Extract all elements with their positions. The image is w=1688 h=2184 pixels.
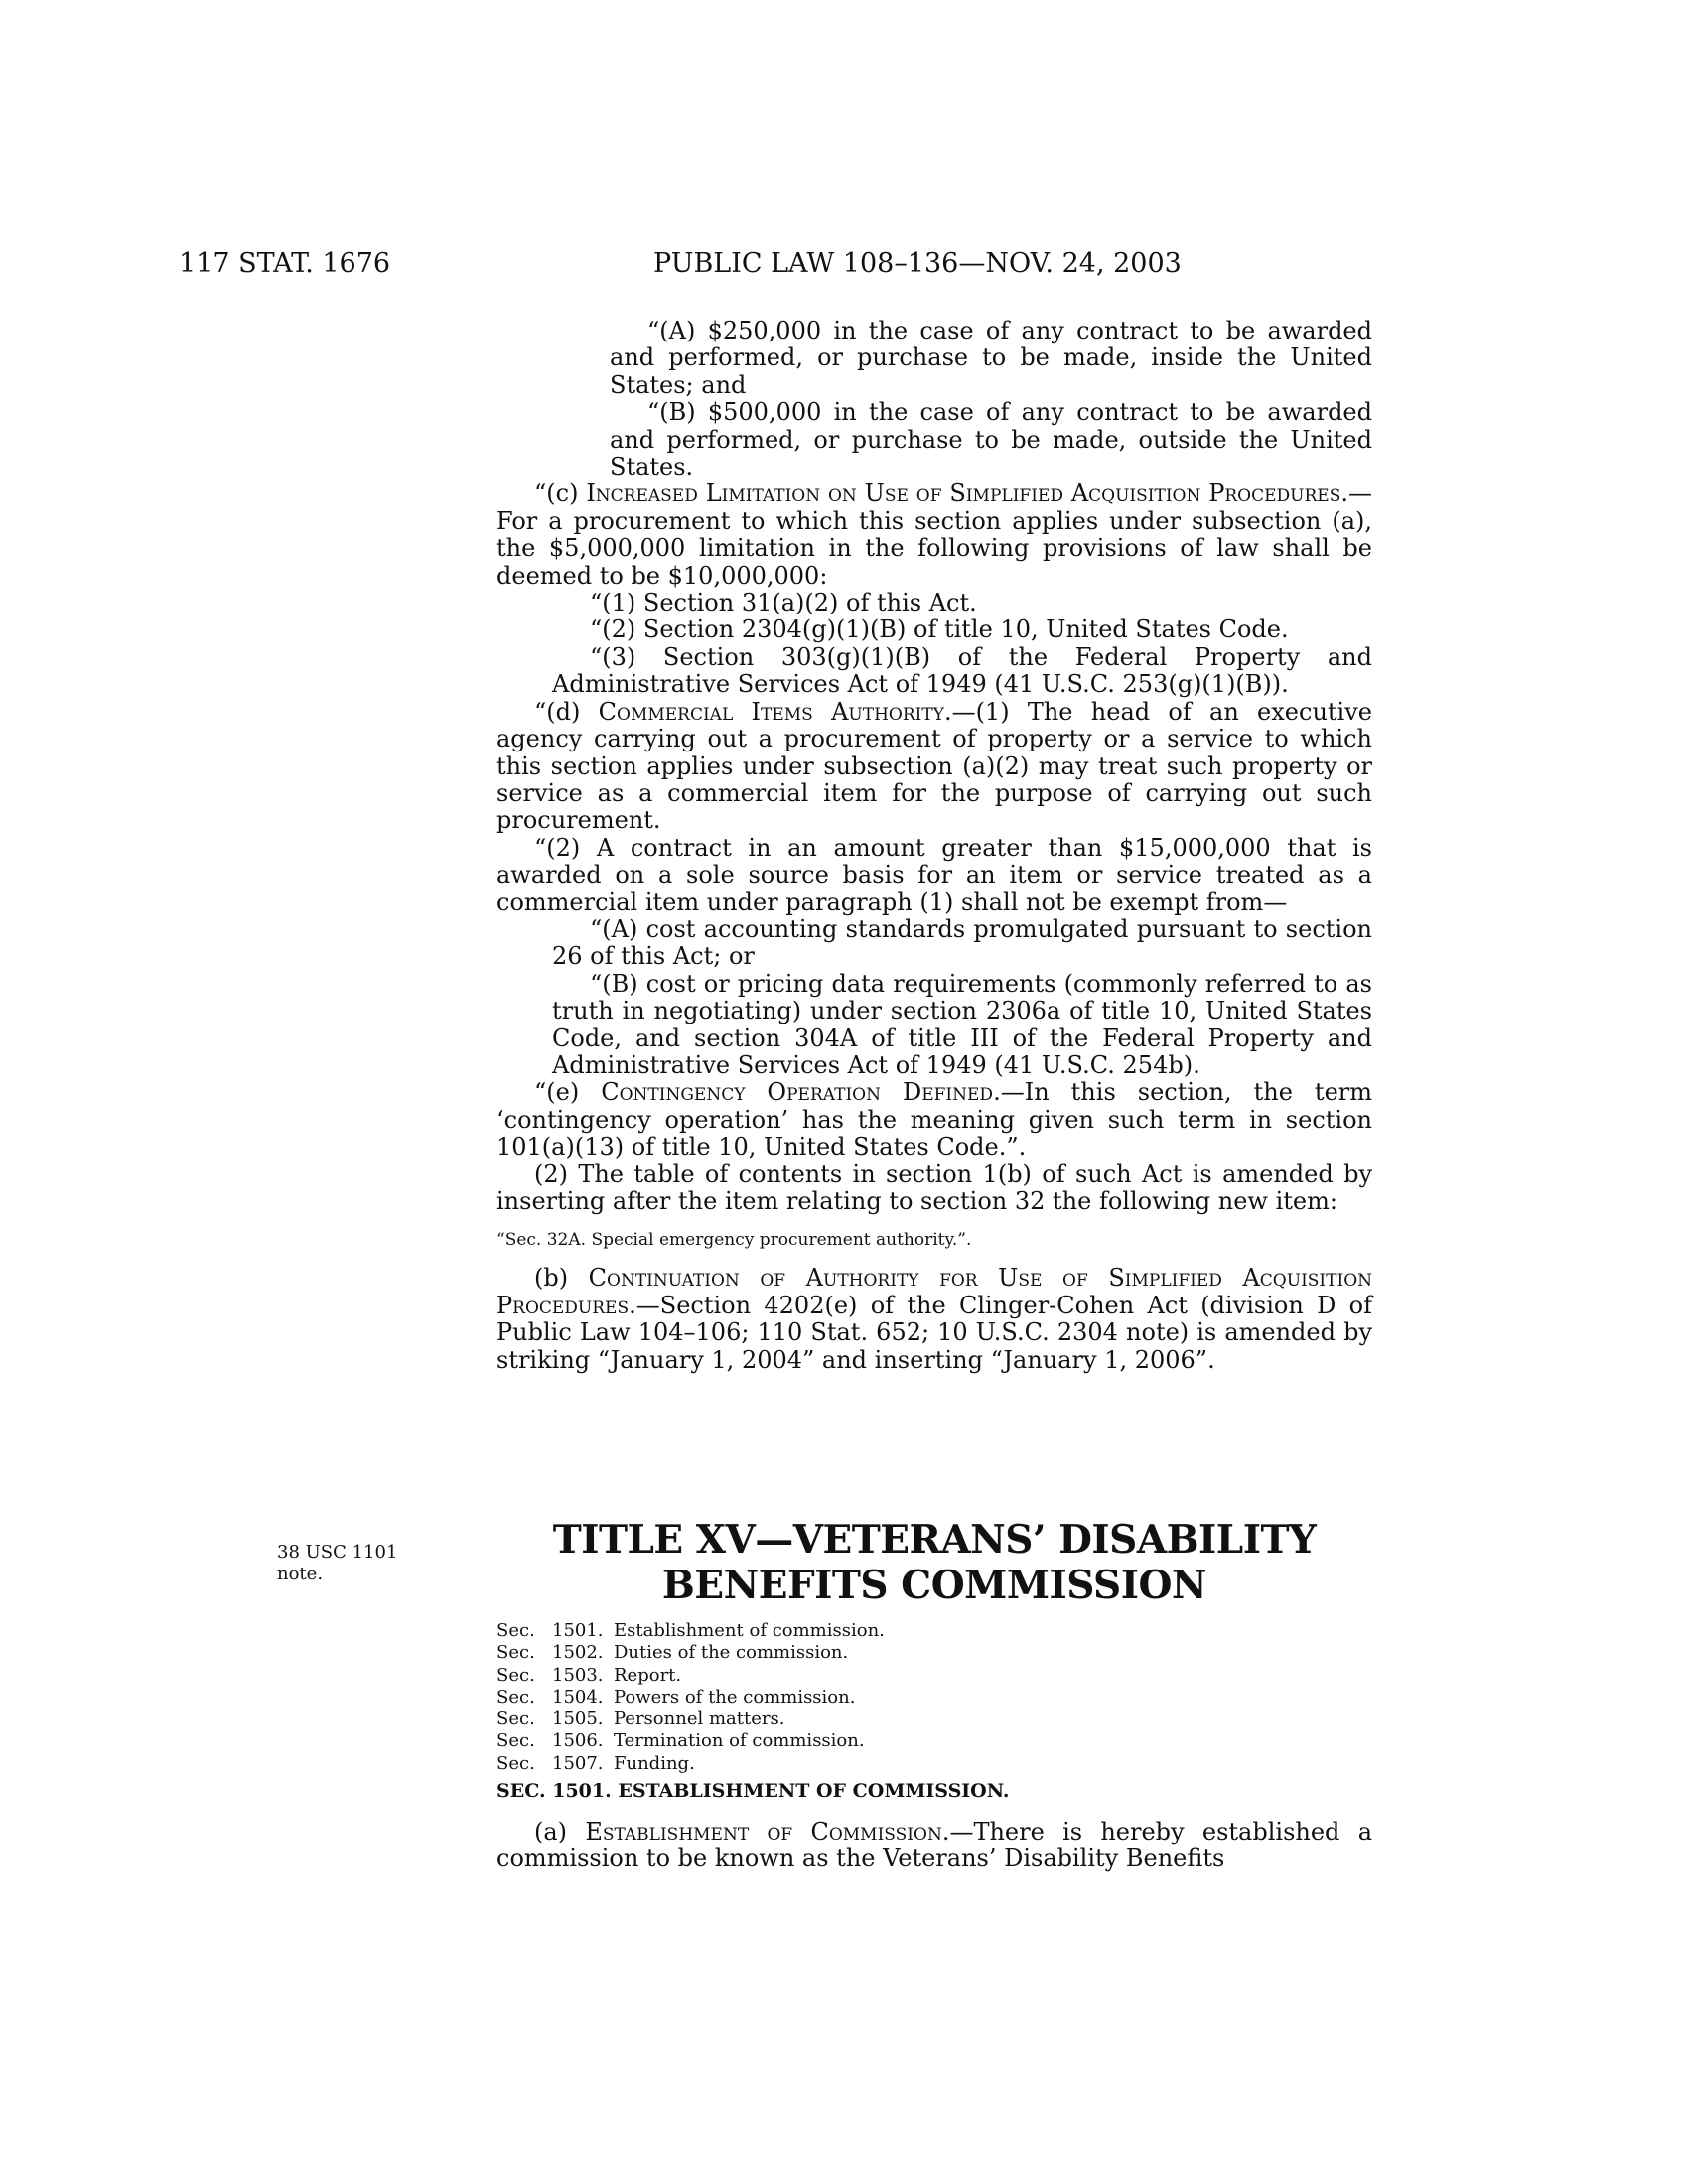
margin-note-label: note.: [277, 1564, 324, 1584]
section-body: [496, 1819, 1372, 1873]
clause-b: “(B) $500,000 in the case of any contract to be awarded and performed, or purchase to be made, outside the United States.: [610, 398, 1372, 481]
subsection-c: “(c) Increased Limitation on Use of Simplified Acquisition Procedures.—For a procurement to which this section applies under subsection (a), the $5,000,000 limitation in the following provisions of law shall be deemed to be $10,000,000:: [496, 479, 1372, 590]
toc-row: Sec. 1502. Duties of the commission.: [496, 1642, 849, 1664]
subsection-b-heading: Continuation of Authority for Use of Simplified Acquisition Procedures: [496, 1264, 1373, 1319]
subsection-d: “(d) Commercial Items Authority.—(1) The head of an executive agency carrying out a procurement of property or a service to which this section applies under subsection (a)(2) may treat such property or service as a commercial item for the purpose of carrying out such procurement.: [496, 697, 1372, 835]
paragraph-c1: “(1) Section 31(a)(2) of this Act.: [590, 589, 977, 617]
section-heading: SEC. 1501. ESTABLISHMENT OF COMMISSION.: [496, 1780, 1010, 1802]
title-line-1: TITLE XV—VETERANS’ DISABILITY: [552, 1517, 1317, 1563]
stat-page-number: 117 STAT. 1676: [179, 248, 391, 279]
subsection-d-heading: Commercial Items Authority: [598, 697, 944, 726]
toc-new-item: “Sec. 32A. Special emergency procurement authority.”.: [496, 1230, 972, 1251]
subsection-a: (a) Establishment of Commission.—There is hereby established a commission to be known as the Veterans’ Disability Benefits: [496, 1818, 1373, 1873]
paragraph-d2: “(2) A contract in an amount greater than $15,000,000 that is awarded on a sole source basis for an item or service treated as a commercial item under paragraph (1) shall not be exempt from—: [496, 833, 1372, 916]
toc-row: Sec. 1501. Establishment of commission.: [496, 1620, 885, 1641]
table-of-contents: [496, 1620, 1372, 1775]
margin-note: [277, 1542, 446, 1585]
subsection-e: “(e) Contingency Operation Defined.—In this section, the term ‘contingency operation’ has the meaning given such term in section 101(a)(13) of title 10, United States Code.”.: [496, 1078, 1373, 1161]
title-line-2: BENEFITS COMMISSION: [661, 1563, 1207, 1608]
paragraph-c2: “(2) Section 2304(g)(1)(B) of title 10, United States Code.: [590, 615, 1289, 644]
title-heading: [496, 1517, 1372, 1608]
clause-a: “(A) $250,000 in the case of any contract to be awarded and performed, or purchase to be made, inside the United States; and: [610, 317, 1372, 399]
paragraph-c3: “(3) Section 303(g)(1)(B) of the Federal Property and Administrative Services Act of 1949 (41 U.S.C. 253(g)(1)(B)).: [552, 642, 1372, 699]
clause-d2a: “(A) cost accounting standards promulgated pursuant to section 26 of this Act; or: [552, 914, 1372, 971]
toc-row: Sec. 1507. Funding.: [496, 1752, 695, 1774]
clause-d2b: “(B) cost or pricing data requirements (commonly referred to as truth in negotiating) under section 2306a of title 10, United States Code, and section 304A of title III of the Federal Property and Administrative Services Act of 1949 (41 U.S.C. 254b).: [552, 969, 1372, 1079]
subsection-b: (b) Continuation of Authority for Use of Simplified Acquisition Procedures.—Section 4202(e) of the Clinger-Cohen Act (division D of Public Law 104–106; 110 Stat. 652; 10 U.S.C. 2304 note) is amended by striking “January 1, 2004” and inserting “January 1, 2006”.: [496, 1264, 1373, 1374]
margin-note-citation: 38 USC 1101: [277, 1542, 398, 1563]
subsection-c-heading: Increased Limitation on Use of Simplified Acquisition Procedures: [586, 479, 1341, 508]
subsection-e-heading: Contingency Operation Defined: [601, 1078, 994, 1107]
toc-row: Sec. 1504. Powers of the commission.: [496, 1686, 856, 1707]
toc-row: Sec. 1503. Report.: [496, 1664, 682, 1686]
toc-row: Sec. 1505. Personnel matters.: [496, 1708, 785, 1730]
toc-row: Sec. 1506. Termination of commission.: [496, 1730, 865, 1752]
running-header: PUBLIC LAW 108–136—NOV. 24, 2003: [653, 248, 1182, 279]
subsection-a-heading: Establishment of Commission: [585, 1818, 942, 1845]
statute-body: [496, 318, 1372, 1374]
toc-amendment: (2) The table of contents in section 1(b) of such Act is amended by inserting after the item relating to section 32 the following new item:: [496, 1160, 1372, 1215]
